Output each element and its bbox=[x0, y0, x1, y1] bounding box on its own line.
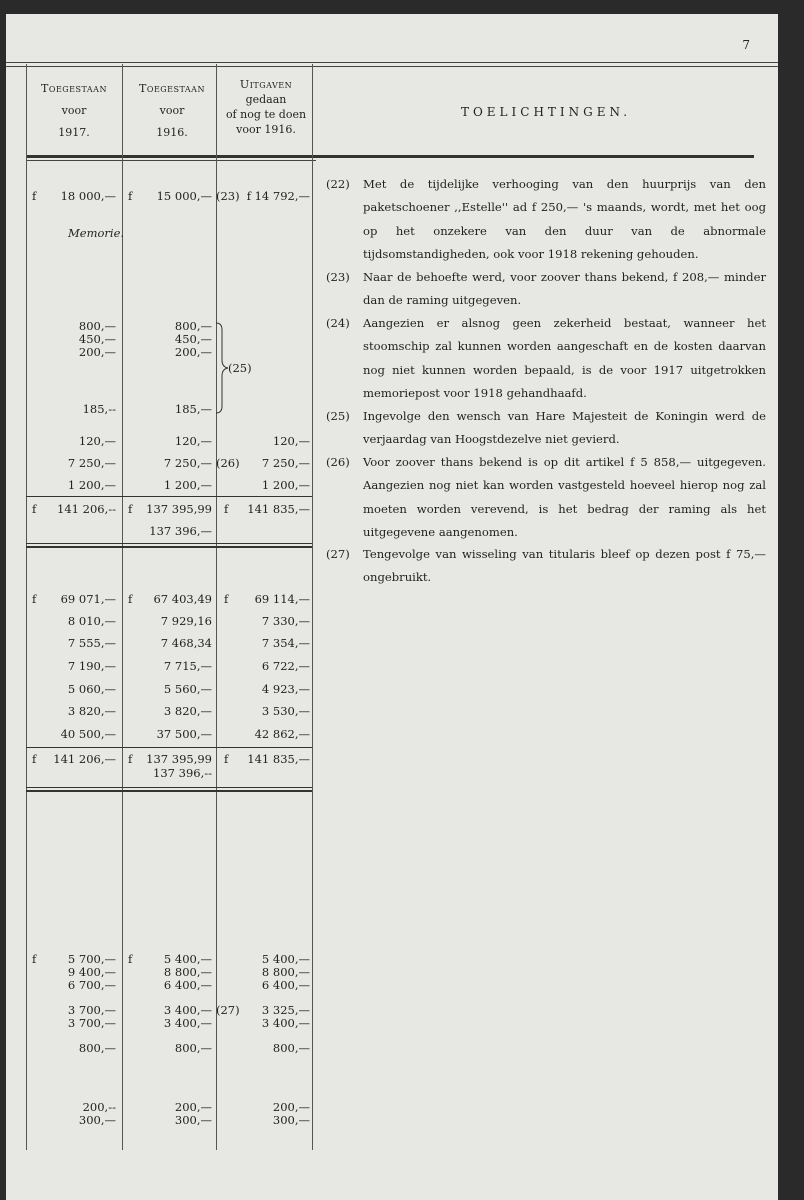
value-spent: 3 325,— bbox=[261, 1003, 310, 1017]
value-spent: 7 354,— bbox=[261, 636, 310, 650]
currency-sign: f bbox=[224, 502, 229, 516]
col-line-2 bbox=[216, 64, 217, 1150]
value-1917: 120,— bbox=[78, 434, 116, 448]
currency-sign: f bbox=[224, 592, 229, 606]
value-spent: 200,— bbox=[272, 1100, 310, 1114]
currency-sign: f bbox=[32, 752, 37, 766]
value-1917: 40 500,— bbox=[60, 727, 116, 741]
value-spent: 5 400,— bbox=[261, 952, 310, 966]
page-number: 7 bbox=[742, 38, 750, 52]
currency-sign: f bbox=[128, 502, 133, 516]
value-1916: 6 400,— bbox=[163, 978, 212, 992]
value-spent: 7 330,— bbox=[261, 614, 310, 628]
value-1916: 7 468,34 bbox=[160, 636, 212, 650]
value-1917: 5 060,— bbox=[67, 682, 116, 696]
value-1916: 7 929,16 bbox=[160, 614, 212, 628]
note-item: (24) Aangezien er alsnog geen zekerheid bestaat, wanneer het stoomschip zal kunnen worden aangeschaft en de kosten daarvan nog niet kunnen worden bepaald, is de voor 1917 uitgetrokken memoriepost voor 1918 gehandhaafd. bbox=[326, 316, 766, 401]
value-spent: 4 923,— bbox=[261, 682, 310, 696]
value-1917: 200,-- bbox=[82, 1100, 116, 1114]
value-1916: 37 500,— bbox=[156, 727, 212, 741]
value-1916: 67 403,49 bbox=[153, 592, 212, 606]
value-1916: 8 800,— bbox=[163, 965, 212, 979]
header-col1: Toegestaan voor 1917. bbox=[41, 82, 107, 139]
note-item: (22) Met de tijdelijke verhooging van den huurprijs van den paketschoener ,,Estelle'' ad f 250,— 's maands, wordt, met het oog op het onzekere van den duur van de abnormale tijdsomstandigheden, ook voor 1918 rekening gehouden. bbox=[326, 177, 766, 262]
value-1917: 3 700,— bbox=[67, 1016, 116, 1030]
header-rule bbox=[26, 155, 754, 158]
header-col3: Uitgaven gedaan of nog te doen voor 1916. bbox=[225, 78, 307, 136]
note-ref: (25) bbox=[228, 361, 252, 375]
value-1916: 1 200,— bbox=[163, 478, 212, 492]
section-rule-2 bbox=[26, 790, 312, 792]
value-1917: 3 820,— bbox=[67, 704, 116, 718]
total-1917: 141 206,— bbox=[53, 752, 116, 766]
value-1917: 1 200,— bbox=[67, 478, 116, 492]
value-1917: 18 000,— bbox=[60, 189, 116, 203]
value-1916: 3 400,— bbox=[163, 1003, 212, 1017]
value-spent: 800,— bbox=[272, 1041, 310, 1055]
value-1916: 800,— bbox=[174, 1041, 212, 1055]
subtotal-rule bbox=[26, 496, 312, 497]
currency-sign: f bbox=[128, 189, 133, 203]
currency-sign: f bbox=[32, 952, 37, 966]
value-1916: 120,— bbox=[174, 434, 212, 448]
value-spent: f 14 792,— bbox=[246, 189, 310, 203]
value-spent: 8 800,— bbox=[261, 965, 310, 979]
value-1917: 3 700,— bbox=[67, 1003, 116, 1017]
note-item: (25) Ingevolge den wensch van Hare Majesteit de Koningin werd de verjaardag van Hoogstdezelve niet gevierd. bbox=[326, 409, 766, 447]
note-item: (26) Voor zoover thans bekend is op dit artikel f 5 858,— uitgegeven. Aangezien nog niet kan worden vastgesteld hoeveel hierop nog zal moeten worden verevend, is het bedrag der raming als het uitgegevene aangenomen. bbox=[326, 455, 766, 540]
header-rule-2 bbox=[26, 160, 316, 161]
note-ref: (23) bbox=[216, 189, 240, 203]
note-item: (23) Naar de behoefte werd, voor zoover thans bekend, f 208,— minder dan de raming uitgegeven. bbox=[326, 270, 766, 308]
section-rule bbox=[26, 787, 312, 788]
currency-sign: f bbox=[32, 502, 37, 516]
total-1917: 141 206,-- bbox=[57, 502, 116, 516]
section-rule-2 bbox=[26, 546, 312, 548]
value-1917: 5 700,— bbox=[67, 952, 116, 966]
value-1916: 5 560,— bbox=[163, 682, 212, 696]
currency-sign: f bbox=[32, 592, 37, 606]
currency-sign: f bbox=[128, 752, 133, 766]
currency-sign: f bbox=[224, 752, 229, 766]
section-rule bbox=[26, 543, 312, 544]
value-1916: 185,— bbox=[174, 402, 212, 416]
total-spent: 141 835,— bbox=[247, 752, 310, 766]
value-spent: 7 250,— bbox=[261, 456, 310, 470]
value-1917: 800,— bbox=[78, 319, 116, 333]
note-item: (27) Tengevolge van wisseling van titularis bleef op dezen post f 75,— ongebruikt. bbox=[326, 547, 766, 585]
value-spent: 69 114,— bbox=[254, 592, 310, 606]
value-1917: 800,— bbox=[78, 1041, 116, 1055]
value-spent: 3 400,— bbox=[261, 1016, 310, 1030]
value-1916: 3 400,— bbox=[163, 1016, 212, 1030]
total-1916: 137 395,99 bbox=[146, 502, 212, 516]
total-1916-rounded: 137 396,— bbox=[149, 524, 212, 538]
col-line-3 bbox=[312, 64, 313, 1150]
subtotal-rule bbox=[26, 747, 312, 748]
memorie-label: Memorie. bbox=[68, 226, 125, 240]
value-spent: 42 862,— bbox=[254, 727, 310, 741]
total-1916: 137 395,99 bbox=[146, 752, 212, 766]
value-1916: 5 400,— bbox=[163, 952, 212, 966]
note-ref: (27) bbox=[216, 1003, 240, 1017]
value-1917: 9 400,— bbox=[67, 965, 116, 979]
top-rule bbox=[6, 62, 778, 63]
value-1917: 7 250,— bbox=[67, 456, 116, 470]
value-1917: 6 700,— bbox=[67, 978, 116, 992]
value-spent: 1 200,— bbox=[261, 478, 310, 492]
value-1916: 7 250,— bbox=[163, 456, 212, 470]
value-1917: 8 010,— bbox=[67, 614, 116, 628]
header-col2: Toegestaan voor 1916. bbox=[139, 82, 205, 139]
value-1917: 7 190,— bbox=[67, 659, 116, 673]
value-1917: 200,— bbox=[78, 345, 116, 359]
note-ref: (26) bbox=[216, 456, 240, 470]
value-1916: 200,— bbox=[174, 345, 212, 359]
currency-sign: f bbox=[32, 189, 37, 203]
value-1917: 300,— bbox=[78, 1113, 116, 1127]
value-1916: 7 715,— bbox=[163, 659, 212, 673]
value-1916: 3 820,— bbox=[163, 704, 212, 718]
value-spent: 300,— bbox=[272, 1113, 310, 1127]
value-1917: 185,-- bbox=[82, 402, 116, 416]
value-1916: 300,— bbox=[174, 1113, 212, 1127]
document-page bbox=[6, 14, 778, 1200]
value-spent: 120,— bbox=[272, 434, 310, 448]
currency-sign: f bbox=[128, 952, 133, 966]
total-spent: 141 835,— bbox=[247, 502, 310, 516]
value-1916: 800,— bbox=[174, 319, 212, 333]
currency-sign: f bbox=[128, 592, 133, 606]
value-spent: 6 722,— bbox=[261, 659, 310, 673]
value-1917: 7 555,— bbox=[67, 636, 116, 650]
header-toelichtingen: TOELICHTINGEN. bbox=[460, 105, 632, 119]
col-line-left bbox=[26, 64, 27, 1150]
value-1917: 69 071,— bbox=[60, 592, 116, 606]
value-spent: 6 400,— bbox=[261, 978, 310, 992]
value-1917: 450,— bbox=[78, 332, 116, 346]
value-1916: 15 000,— bbox=[156, 189, 212, 203]
value-1916: 450,— bbox=[174, 332, 212, 346]
value-1916: 200,— bbox=[174, 1100, 212, 1114]
value-spent: 3 530,— bbox=[261, 704, 310, 718]
total-1916-rounded: 137 396,-- bbox=[153, 766, 212, 780]
